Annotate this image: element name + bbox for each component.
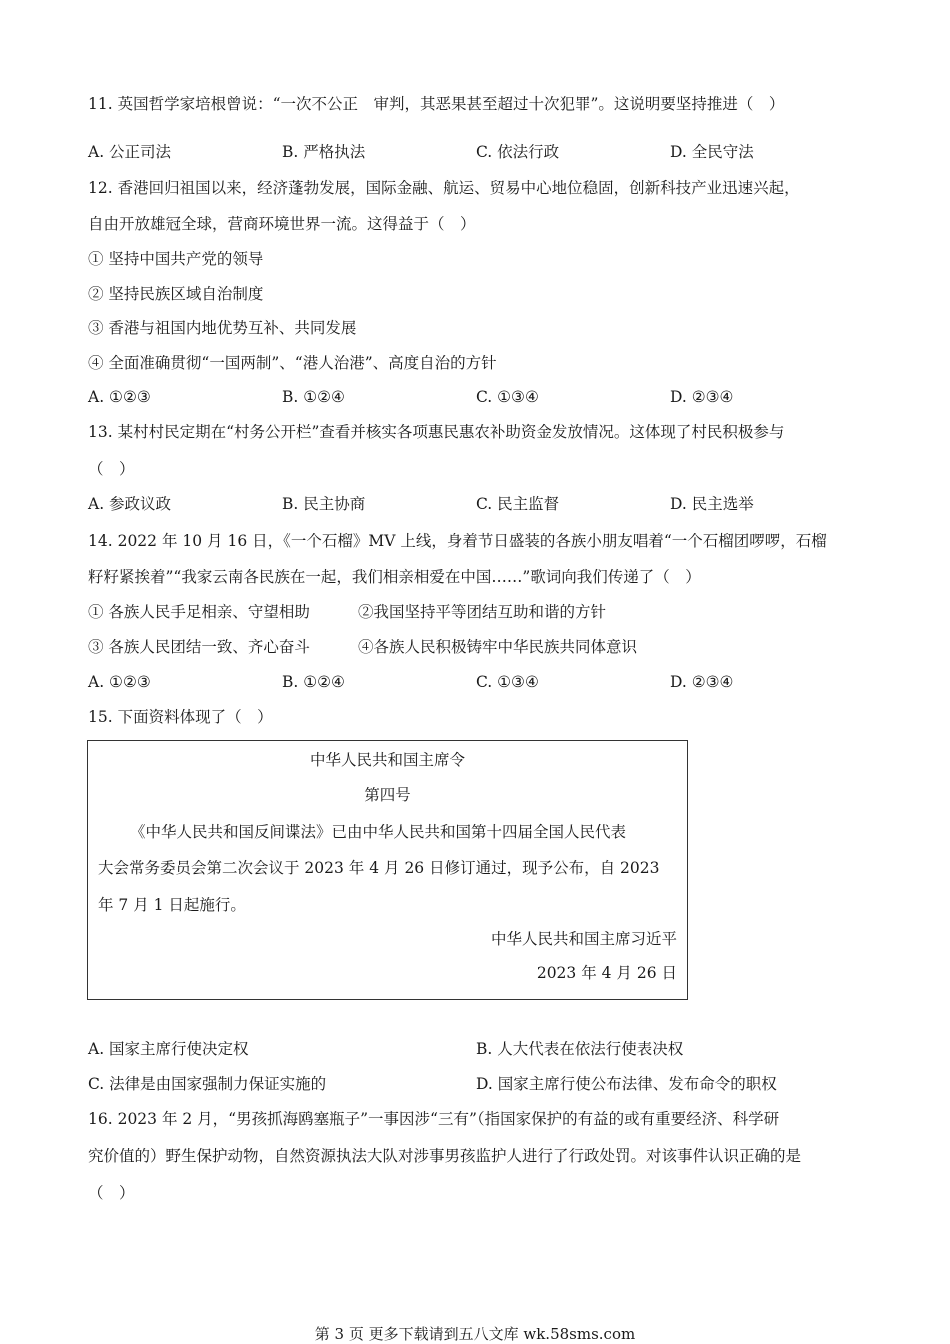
q13-option-c: C. 民主监督 <box>476 495 560 513</box>
q11-option-a: A. 公正司法 <box>88 143 172 161</box>
q13-option-b: B. 民主协商 <box>282 495 366 513</box>
q13-option-a: A. 参政议政 <box>88 495 172 513</box>
q11-stem: 11. 英国哲学家培根曾说：“一次不公正 审判，其恶果甚至超过十次犯罪”。这说明要坚持推进（ ） <box>88 95 785 113</box>
q14-item-4: ④各族人民积极铸牢中华民族共同体意识 <box>358 638 638 656</box>
q14-item-1: ① 各族人民手足相亲、守望相助 <box>88 603 310 621</box>
q12-option-b: B. ①②④ <box>282 388 345 406</box>
q12-item-1: ① 坚持中国共产党的领导 <box>88 250 264 268</box>
q12-stem-line1: 12. 香港回归祖国以来，经济蓬勃发展，国际金融、航运、贸易中心地位稳固，创新科技产业迅速兴起， <box>88 179 800 197</box>
order-number: 第四号 <box>364 786 411 804</box>
q12-item-3: ③ 香港与祖国内地优势互补、共同发展 <box>88 319 357 337</box>
q15-stem: 15. 下面资料体现了（ ） <box>88 708 273 726</box>
q12-option-d: D. ②③④ <box>670 388 734 406</box>
q14-item-2: ②我国坚持平等团结互助和谐的方针 <box>358 603 607 621</box>
q12-item-2: ② 坚持民族区域自治制度 <box>88 285 264 303</box>
q16-stem-line3: （ ） <box>88 1184 135 1202</box>
q13-option-d: D. 民主选举 <box>670 495 754 513</box>
q13-stem-line1: 13. 某村村民定期在“村务公开栏”查看并核实各项惠民惠农补助资金发放情况。这体现了村民积极参与 <box>88 423 785 441</box>
q16-stem-line1: 16. 2023 年 2 月，“男孩抓海鸥塞瓶子”一事因涉“三有”（指国家保护的有益的或有重要经济、科学研 <box>88 1110 780 1128</box>
q13-stem-line2: （ ） <box>88 460 135 478</box>
order-title: 中华人民共和国主席令 <box>309 751 465 769</box>
q12-item-4: ④ 全面准确贯彻“一国两制”、“港人治港”、高度自治的方针 <box>88 354 497 372</box>
q12-option-c: C. ①③④ <box>476 388 539 406</box>
q12-option-a: A. ①②③ <box>88 388 151 406</box>
order-para-line1: 《中华人民共和国反间谍法》已由中华人民共和国第十四届全国人民代表 <box>130 823 627 841</box>
presidential-order-box <box>87 740 688 1000</box>
q11-option-b: B. 严格执法 <box>282 143 366 161</box>
q14-option-d: D. ②③④ <box>670 673 734 691</box>
q12-stem-line2: 自由开放雄冠全球，营商环境世界一流。这得益于（ ） <box>88 215 476 233</box>
q15-option-a: A. 国家主席行使决定权 <box>88 1040 249 1058</box>
q15-option-b: B. 人大代表在依法行使表决权 <box>476 1040 684 1058</box>
q14-option-c: C. ①③④ <box>476 673 539 691</box>
q11-option-c: C. 依法行政 <box>476 143 560 161</box>
q14-item-3: ③ 各族人民团结一致、齐心奋斗 <box>88 638 310 656</box>
order-para-line3: 年 7 月 1 日起施行。 <box>98 896 246 914</box>
order-date: 2023 年 4 月 26 日 <box>536 964 677 982</box>
q15-option-d: D. 国家主席行使公布法律、发布命令的职权 <box>476 1075 777 1093</box>
order-signature: 中华人民共和国主席习近平 <box>490 930 677 948</box>
q14-stem-line1: 14. 2022 年 10 月 16 日，《一个石榴》MV 上线，身着节日盛装的各族小朋友唱着“一个石榴团啰啰，石榴 <box>88 532 827 550</box>
q11-option-d: D. 全民守法 <box>670 143 754 161</box>
q16-stem-line2: 究价值的）野生保护动物，自然资源执法大队对涉事男孩监护人进行了行政处罚。对该事件认识正确的是 <box>88 1147 802 1165</box>
q15-option-c: C. 法律是由国家强制力保证实施的 <box>88 1075 327 1093</box>
q14-stem-line2: 籽籽紧挨着”“我家云南各民族在一起，我们相亲相爱在中国……”歌词向我们传递了（ ） <box>88 568 701 586</box>
q14-option-a: A. ①②③ <box>88 673 151 691</box>
page-footer: 第 3 页 更多下载请到五八文库 wk.58sms.com <box>314 1325 636 1343</box>
order-para-line2: 大会常务委员会第二次会议于 2023 年 4 月 26 日修订通过，现予公布，自 2023 <box>98 859 660 877</box>
q14-option-b: B. ①②④ <box>282 673 345 691</box>
